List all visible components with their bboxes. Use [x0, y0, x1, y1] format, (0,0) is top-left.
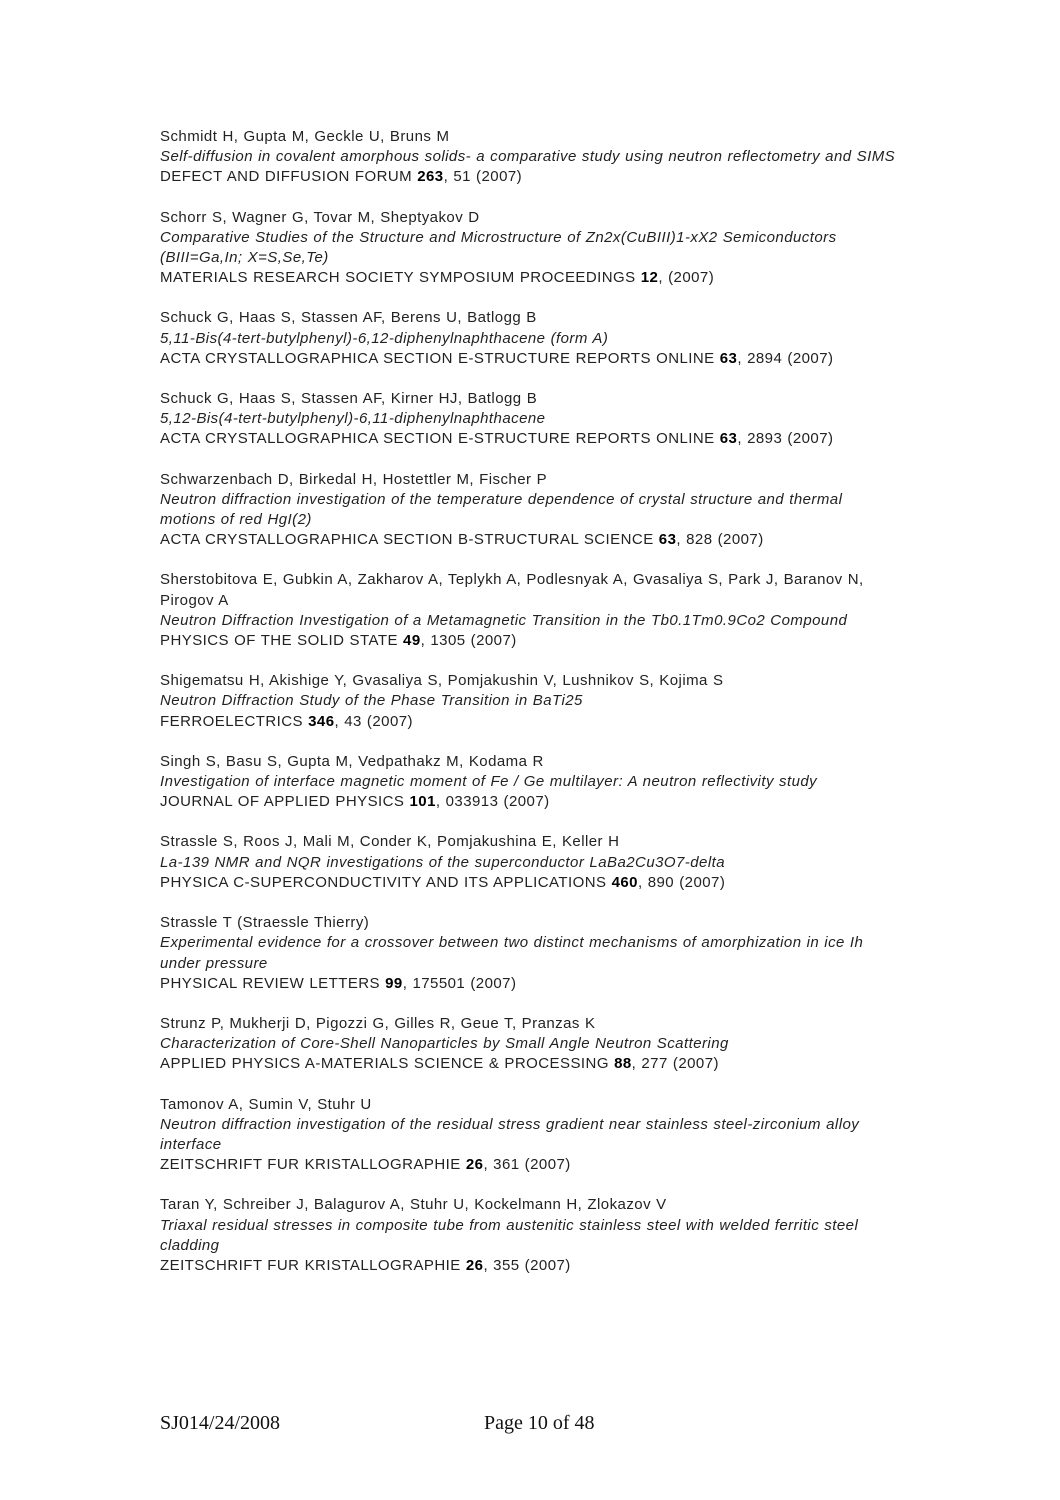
reference-entry	[160, 752, 900, 813]
reference-pages-year: , 361 (2007)	[483, 1156, 571, 1174]
reference-authors: Schorr S, Wagner G, Tovar M, Sheptyakov D	[160, 208, 480, 226]
reference-source	[160, 974, 900, 994]
reference-pages-year: , 033913 (2007)	[435, 793, 550, 811]
reference-volume: 63	[719, 430, 738, 448]
reference-authors: Schmidt H, Gupta M, Geckle U, Bruns M	[160, 128, 450, 145]
reference-entry	[160, 470, 900, 551]
reference-title: Investigation of interface magnetic moment of Fe / Ge multilayer: A neutron reflectivity study	[160, 773, 818, 791]
reference-title: Comparative Studies of the Structure and Microstructure of Zn2x(CuBIII)1-xX2 Semiconductors (BIII=Ga,In; X=S,Se,Te)	[160, 228, 837, 267]
reference-authors: Shigematsu H, Akishige Y, Gvasaliya S, Pomjakushin V, Lushnikov S, Kojima S	[160, 672, 724, 690]
reference-volume: 12	[640, 269, 659, 287]
reference-source	[160, 349, 900, 369]
reference-entry	[160, 832, 900, 893]
reference-title: 5,12-Bis(4-tert-butylphenyl)-6,11-diphenylnaphthacene	[160, 410, 546, 428]
reference-authors: Schuck G, Haas S, Stassen AF, Kirner HJ, Batlogg B	[160, 390, 538, 408]
reference-entry	[160, 208, 900, 289]
page-number: Page 10 of 48	[484, 1412, 595, 1434]
reference-title: 5,11-Bis(4-tert-butylphenyl)-6,12-diphenylnaphthacene (form A)	[160, 329, 609, 347]
reference-source	[160, 268, 900, 288]
reference-pages-year: , 2893 (2007)	[737, 430, 834, 448]
reference-journal: ACTA CRYSTALLOGRAPHICA SECTION E-STRUCTURE REPORTS ONLINE	[160, 430, 720, 448]
reference-source	[160, 792, 900, 812]
reference-pages-year: , 355 (2007)	[483, 1256, 571, 1274]
reference-title: Neutron diffraction investigation of the temperature dependence of crystal structure and thermal motions of red HgI(2)	[160, 490, 843, 529]
reference-title: Neutron diffraction investigation of the residual stress gradient near stainless steel-zirconium alloy interface	[160, 1115, 860, 1153]
reference-authors: Schuck G, Haas S, Stassen AF, Berens U, Batlogg B	[160, 309, 537, 327]
reference-volume: 49	[403, 632, 421, 650]
reference-entry	[160, 671, 900, 732]
reference-authors: Taran Y, Schreiber J, Balagurov A, Stuhr U, Kockelmann H, Zlokazov V	[160, 1196, 667, 1214]
reference-journal: PHYSICAL REVIEW LETTERS	[160, 974, 386, 992]
page-footer	[160, 1412, 900, 1440]
reference-source	[160, 167, 900, 187]
reference-authors: Strassle T (Straessle Thierry)	[160, 914, 370, 932]
reference-source	[160, 873, 900, 893]
reference-pages-year: , 890 (2007)	[637, 873, 726, 891]
document-id: SJ014/24/2008	[160, 1412, 281, 1434]
reference-journal: ACTA CRYSTALLOGRAPHICA SECTION B-STRUCTURAL SCIENCE	[160, 531, 659, 549]
reference-title: Characterization of Core-Shell Nanoparticles by Small Angle Neutron Scattering	[160, 1035, 729, 1053]
reference-journal: MATERIALS RESEARCH SOCIETY SYMPOSIUM PROCEEDINGS	[160, 269, 641, 287]
reference-source	[160, 1054, 900, 1074]
reference-pages-year: , 277 (2007)	[631, 1055, 719, 1073]
reference-source	[160, 429, 900, 449]
reference-source	[160, 530, 900, 550]
reference-pages-year: , 175501 (2007)	[402, 974, 517, 992]
reference-entry	[160, 1095, 900, 1176]
reference-pages-year: , 51 (2007)	[443, 168, 523, 186]
reference-journal: ZEITSCHRIFT FUR KRISTALLOGRAPHIE	[160, 1156, 466, 1174]
reference-title: Neutron Diffraction Investigation of a Metamagnetic Transition in the Tb0.1Tm0.9Co2 Compound	[160, 611, 848, 629]
reference-journal: PHYSICA C-SUPERCONDUCTIVITY AND ITS APPLICATIONS	[160, 873, 612, 891]
reference-journal: APPLIED PHYSICS A-MATERIALS SCIENCE & PROCESSING	[160, 1055, 615, 1073]
reference-title: Experimental evidence for a crossover between two distinct mechanisms of amorphization in ice Ih under pressure	[160, 934, 864, 972]
reference-title: Neutron Diffraction Study of the Phase Transition in BaTi25	[160, 692, 583, 710]
reference-journal: ZEITSCHRIFT FUR KRISTALLOGRAPHIE	[160, 1256, 466, 1274]
reference-source	[160, 1256, 900, 1276]
reference-pages-year: , 2894 (2007)	[737, 349, 834, 367]
reference-list	[160, 127, 900, 1296]
reference-authors: Sherstobitova E, Gubkin A, Zakharov A, Teplykh A, Podlesnyak A, Gvasaliya S, Park J, Baranov N, Pirogov A	[160, 571, 864, 609]
reference-volume: 63	[658, 531, 677, 549]
reference-entry	[160, 389, 900, 450]
reference-authors: Strassle S, Roos J, Mali M, Conder K, Pomjakushina E, Keller H	[160, 833, 620, 851]
reference-journal: ACTA CRYSTALLOGRAPHICA SECTION E-STRUCTURE REPORTS ONLINE	[160, 349, 720, 367]
reference-journal: JOURNAL OF APPLIED PHYSICS	[160, 793, 410, 811]
reference-journal: FERROELECTRICS	[160, 712, 309, 730]
reference-volume: 26	[465, 1156, 484, 1174]
reference-entry	[160, 913, 900, 994]
reference-authors: Strunz P, Mukherji D, Pigozzi G, Gilles R, Geue T, Pranzas K	[160, 1014, 596, 1032]
reference-title: Triaxal residual stresses in composite tube from austenitic stainless steel with welded ferritic steel cladding	[160, 1216, 859, 1254]
reference-volume: 101	[409, 793, 436, 811]
reference-entry	[160, 127, 900, 188]
reference-source	[160, 1155, 900, 1175]
reference-pages-year: , 828 (2007)	[676, 531, 764, 549]
reference-pages-year: , 1305 (2007)	[420, 632, 517, 650]
reference-volume: 460	[611, 873, 638, 891]
reference-authors: Singh S, Basu S, Gupta M, Vedpathakz M, Kodama R	[160, 752, 544, 770]
reference-journal: PHYSICS OF THE SOLID STATE	[160, 632, 404, 650]
reference-volume: 99	[385, 974, 403, 992]
reference-pages-year: , 43 (2007)	[334, 712, 413, 730]
reference-entry	[160, 1014, 900, 1075]
reference-volume: 346	[308, 712, 335, 730]
reference-title: Self-diffusion in covalent amorphous solids- a comparative study using neutron reflectometry and SIMS	[160, 148, 896, 166]
reference-entry	[160, 1195, 900, 1276]
reference-authors: Tamonov A, Sumin V, Stuhr U	[160, 1095, 372, 1113]
reference-pages-year: , (2007)	[658, 269, 715, 287]
reference-source	[160, 631, 900, 651]
reference-volume: 26	[465, 1256, 484, 1274]
reference-journal: DEFECT AND DIFFUSION FORUM	[160, 168, 418, 186]
reference-volume: 263	[417, 168, 444, 186]
reference-entry	[160, 570, 900, 651]
reference-volume: 63	[719, 349, 738, 367]
reference-entry	[160, 308, 900, 369]
reference-title: La-139 NMR and NQR investigations of the superconductor LaBa2Cu3O7-delta	[160, 853, 726, 871]
reference-source	[160, 712, 900, 732]
reference-authors: Schwarzenbach D, Birkedal H, Hostettler M, Fischer P	[160, 470, 548, 488]
reference-volume: 88	[614, 1055, 632, 1073]
